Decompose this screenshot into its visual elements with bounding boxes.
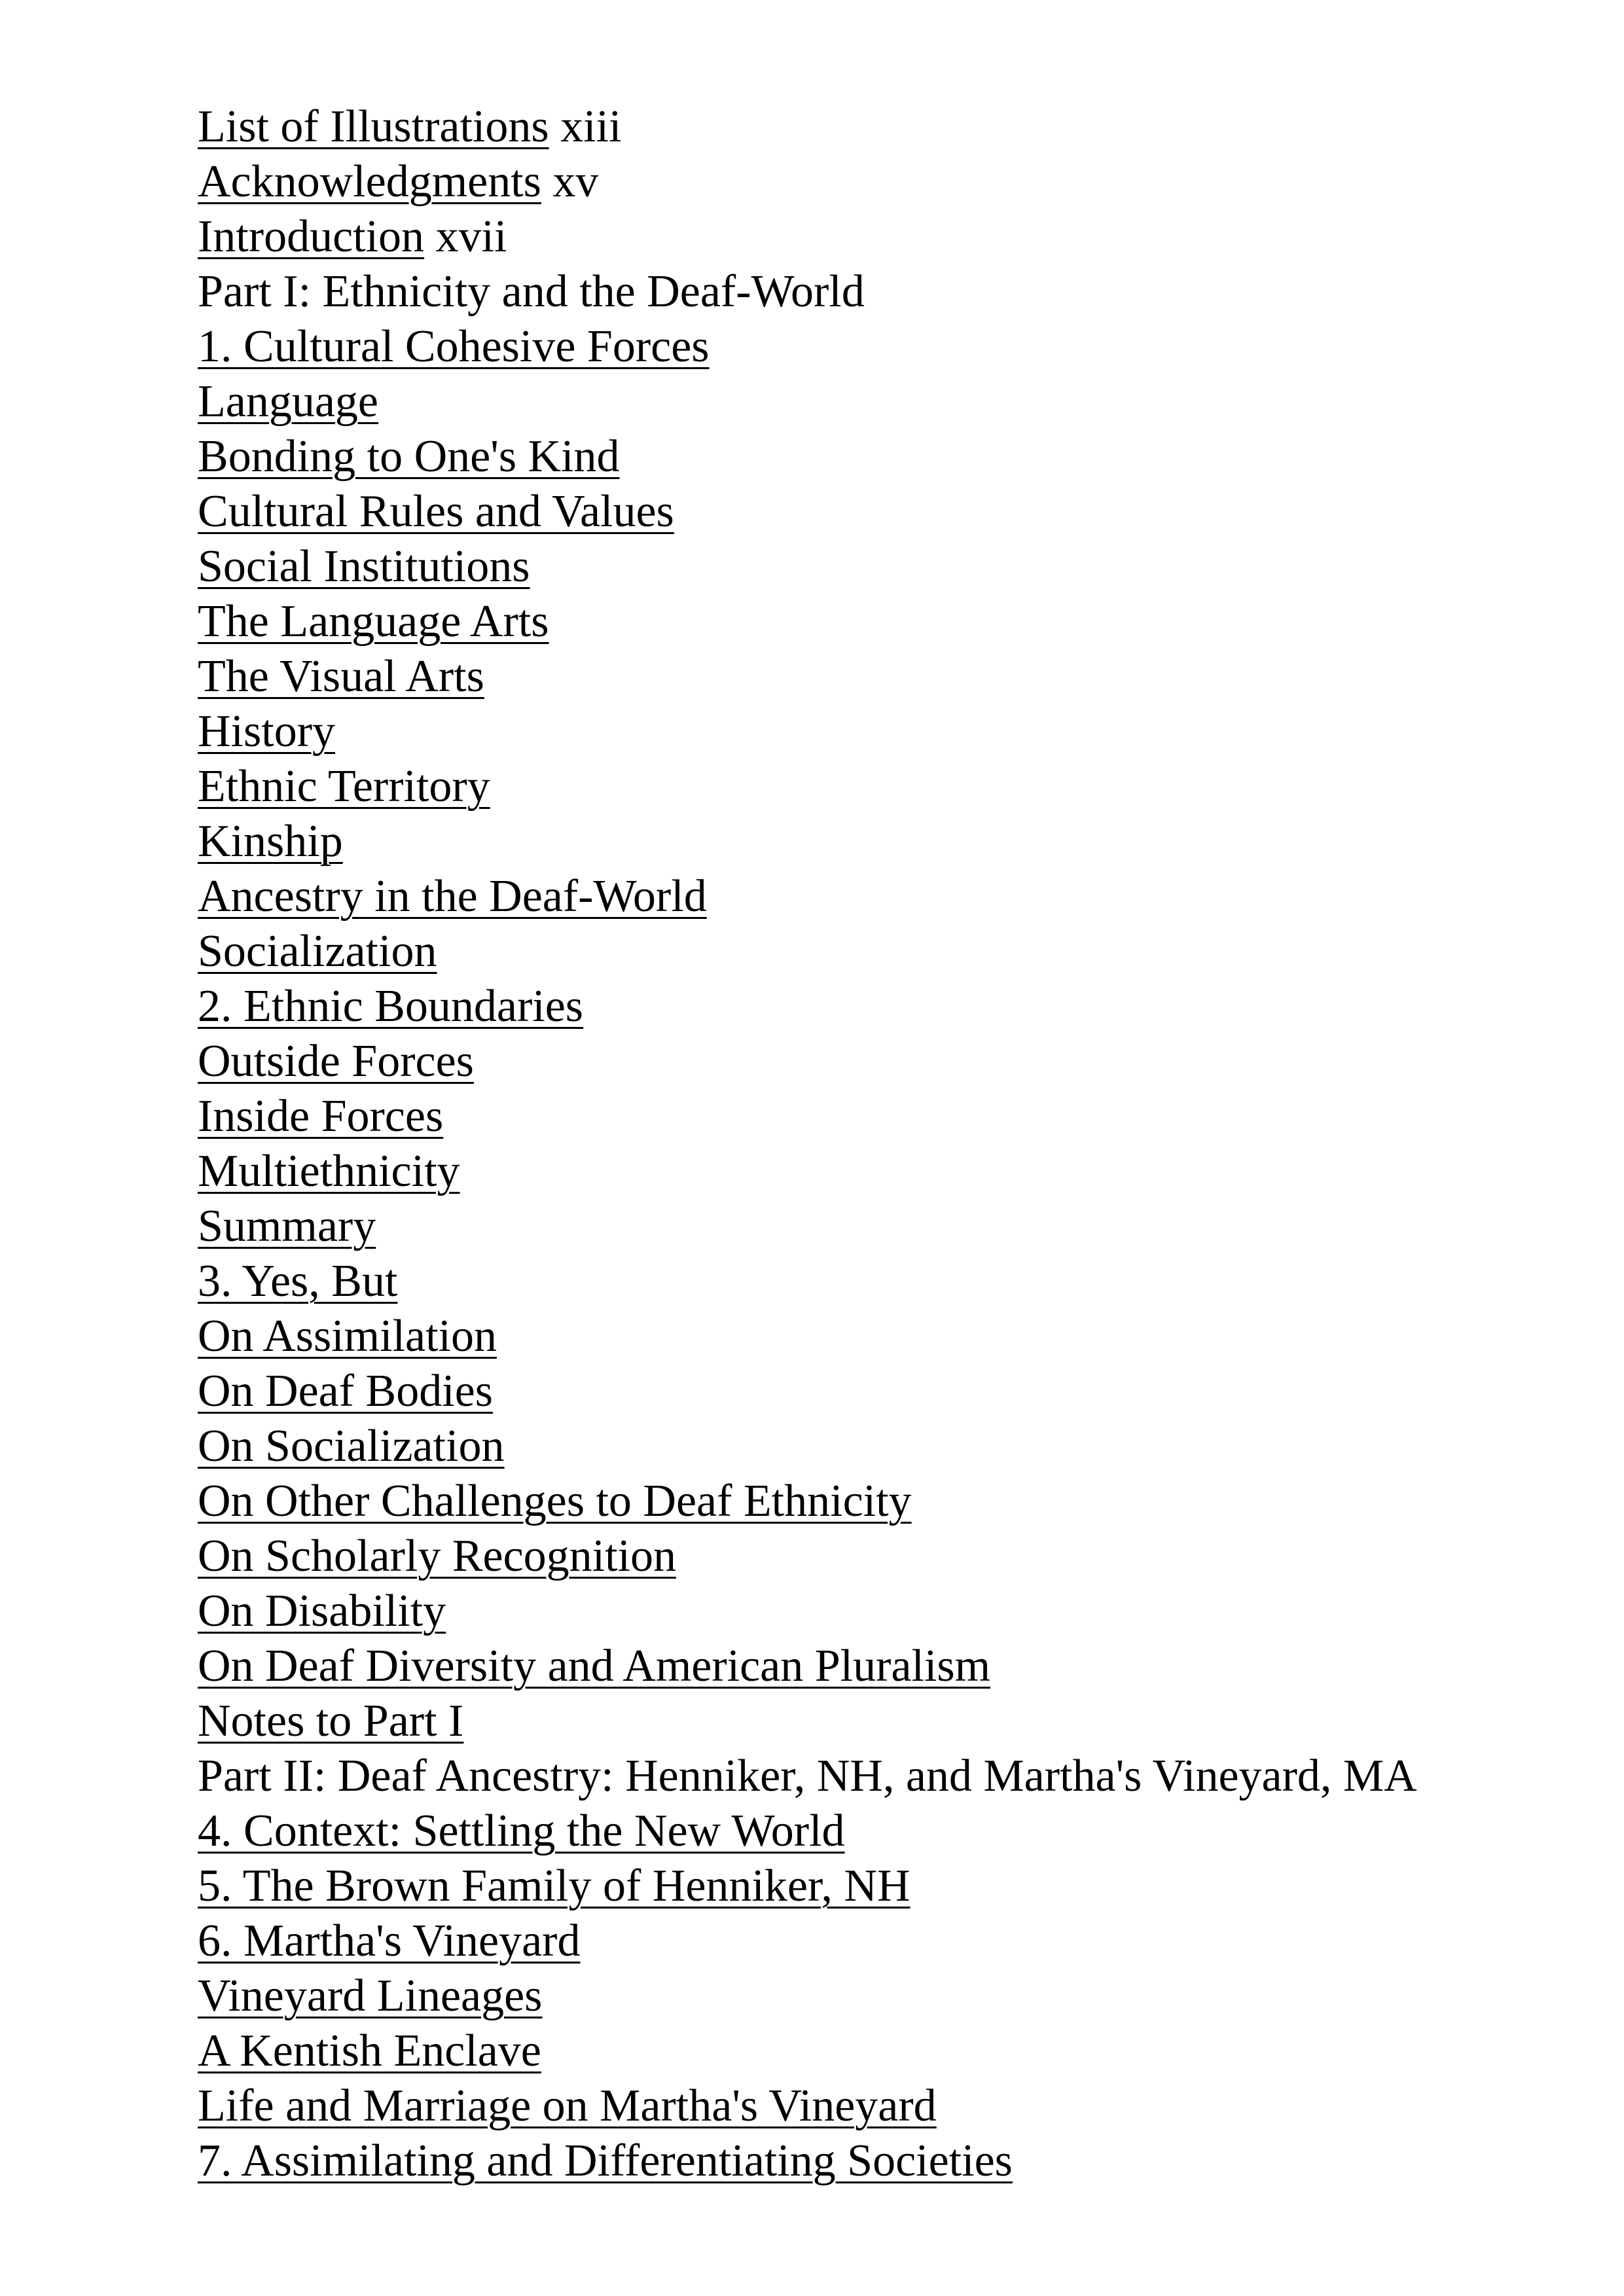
toc-entry [198,1914,1572,1969]
toc-link[interactable]: Language [198,376,378,427]
toc-entry [198,209,1572,264]
toc-link[interactable]: Ancestry in the Deaf-World [198,871,707,922]
toc-entry [198,264,1572,319]
toc-link[interactable]: Notes to Part I [198,1696,464,1746]
toc-link[interactable]: The Language Arts [198,596,549,647]
toc-entry [198,869,1572,924]
toc-link[interactable]: On Other Challenges to Deaf Ethnicity [198,1476,912,1526]
toc-part-heading: Part II: Deaf Ancestry: Henniker, NH, and Martha's Vineyard, MA [198,1751,1417,1801]
toc-link[interactable]: Social Institutions [198,541,530,592]
toc-link[interactable]: 7. Assimilating and Differentiating Societies [198,2136,1013,2186]
toc-entry [198,1749,1572,1804]
toc-entry [198,1419,1572,1474]
toc-link[interactable]: A Kentish Enclave [198,2026,541,2076]
toc-link[interactable]: On Scholarly Recognition [198,1531,677,1581]
toc-page-number: xiii [560,101,622,152]
toc-link[interactable]: Vineyard Lineages [198,1971,543,2021]
toc-entry [198,1804,1572,1859]
toc-entry [198,2024,1572,2079]
toc-link[interactable]: Inside Forces [198,1091,444,1141]
toc-entry [198,1034,1572,1089]
toc-link[interactable]: Ethnic Territory [198,761,490,812]
toc-entry [198,1089,1572,1144]
toc-link[interactable]: On Socialization [198,1421,505,1471]
toc-entry [198,759,1572,814]
toc-link[interactable]: Cultural Rules and Values [198,486,674,537]
toc-entry [198,2079,1572,2134]
toc-entry [198,1529,1572,1584]
toc-entry [198,319,1572,374]
toc-entry [198,154,1572,209]
toc-link[interactable]: On Disability [198,1586,446,1636]
toc-part-heading: Part I: Ethnicity and the Deaf-World [198,266,865,317]
table-of-contents [198,99,1572,2189]
toc-entry [198,979,1572,1034]
toc-entry [198,374,1572,429]
toc-entry [198,924,1572,979]
toc-entry [198,2134,1572,2189]
toc-link[interactable]: Socialization [198,926,437,977]
toc-entry [198,1309,1572,1364]
toc-link[interactable]: Acknowledgments [198,156,541,207]
toc-entry [198,814,1572,869]
toc-entry [198,429,1572,484]
toc-link[interactable]: List of Illustrations [198,101,549,152]
toc-entry [198,1474,1572,1529]
toc-link[interactable]: Life and Marriage on Martha's Vineyard [198,2081,937,2131]
toc-link[interactable]: On Deaf Bodies [198,1366,494,1416]
toc-entry [198,1144,1572,1199]
toc-entry [198,1969,1572,2024]
toc-link[interactable]: Introduction [198,211,425,262]
toc-entry [198,1364,1572,1419]
toc-link[interactable]: 1. Cultural Cohesive Forces [198,321,710,372]
toc-link[interactable]: 6. Martha's Vineyard [198,1916,581,1966]
toc-link[interactable]: Bonding to One's Kind [198,431,620,482]
toc-link[interactable]: On Assimilation [198,1311,497,1361]
toc-entry [198,484,1572,539]
toc-link[interactable]: The Visual Arts [198,651,484,702]
toc-entry [198,594,1572,649]
toc-entry [198,1639,1572,1694]
toc-entry [198,539,1572,594]
toc-link[interactable]: 3. Yes, But [198,1256,398,1306]
toc-link[interactable]: History [198,706,335,757]
toc-link[interactable]: Summary [198,1201,376,1251]
toc-link[interactable]: 5. The Brown Family of Henniker, NH [198,1861,911,1911]
toc-link[interactable]: On Deaf Diversity and American Pluralism [198,1641,991,1691]
toc-entry [198,1859,1572,1914]
toc-entry [198,1584,1572,1639]
toc-link[interactable]: Multiethnicity [198,1146,460,1196]
toc-link[interactable]: Kinship [198,816,343,867]
toc-entry [198,704,1572,759]
toc-entry [198,1199,1572,1254]
toc-entry [198,1694,1572,1749]
toc-link[interactable]: 4. Context: Settling the New World [198,1806,845,1856]
toc-link[interactable]: 2. Ethnic Boundaries [198,981,584,1031]
toc-entry [198,99,1572,154]
toc-entry [198,1254,1572,1309]
toc-page-number: xvii [435,211,507,262]
toc-link[interactable]: Outside Forces [198,1036,474,1086]
toc-entry [198,649,1572,704]
toc-page-number: xv [552,156,599,207]
